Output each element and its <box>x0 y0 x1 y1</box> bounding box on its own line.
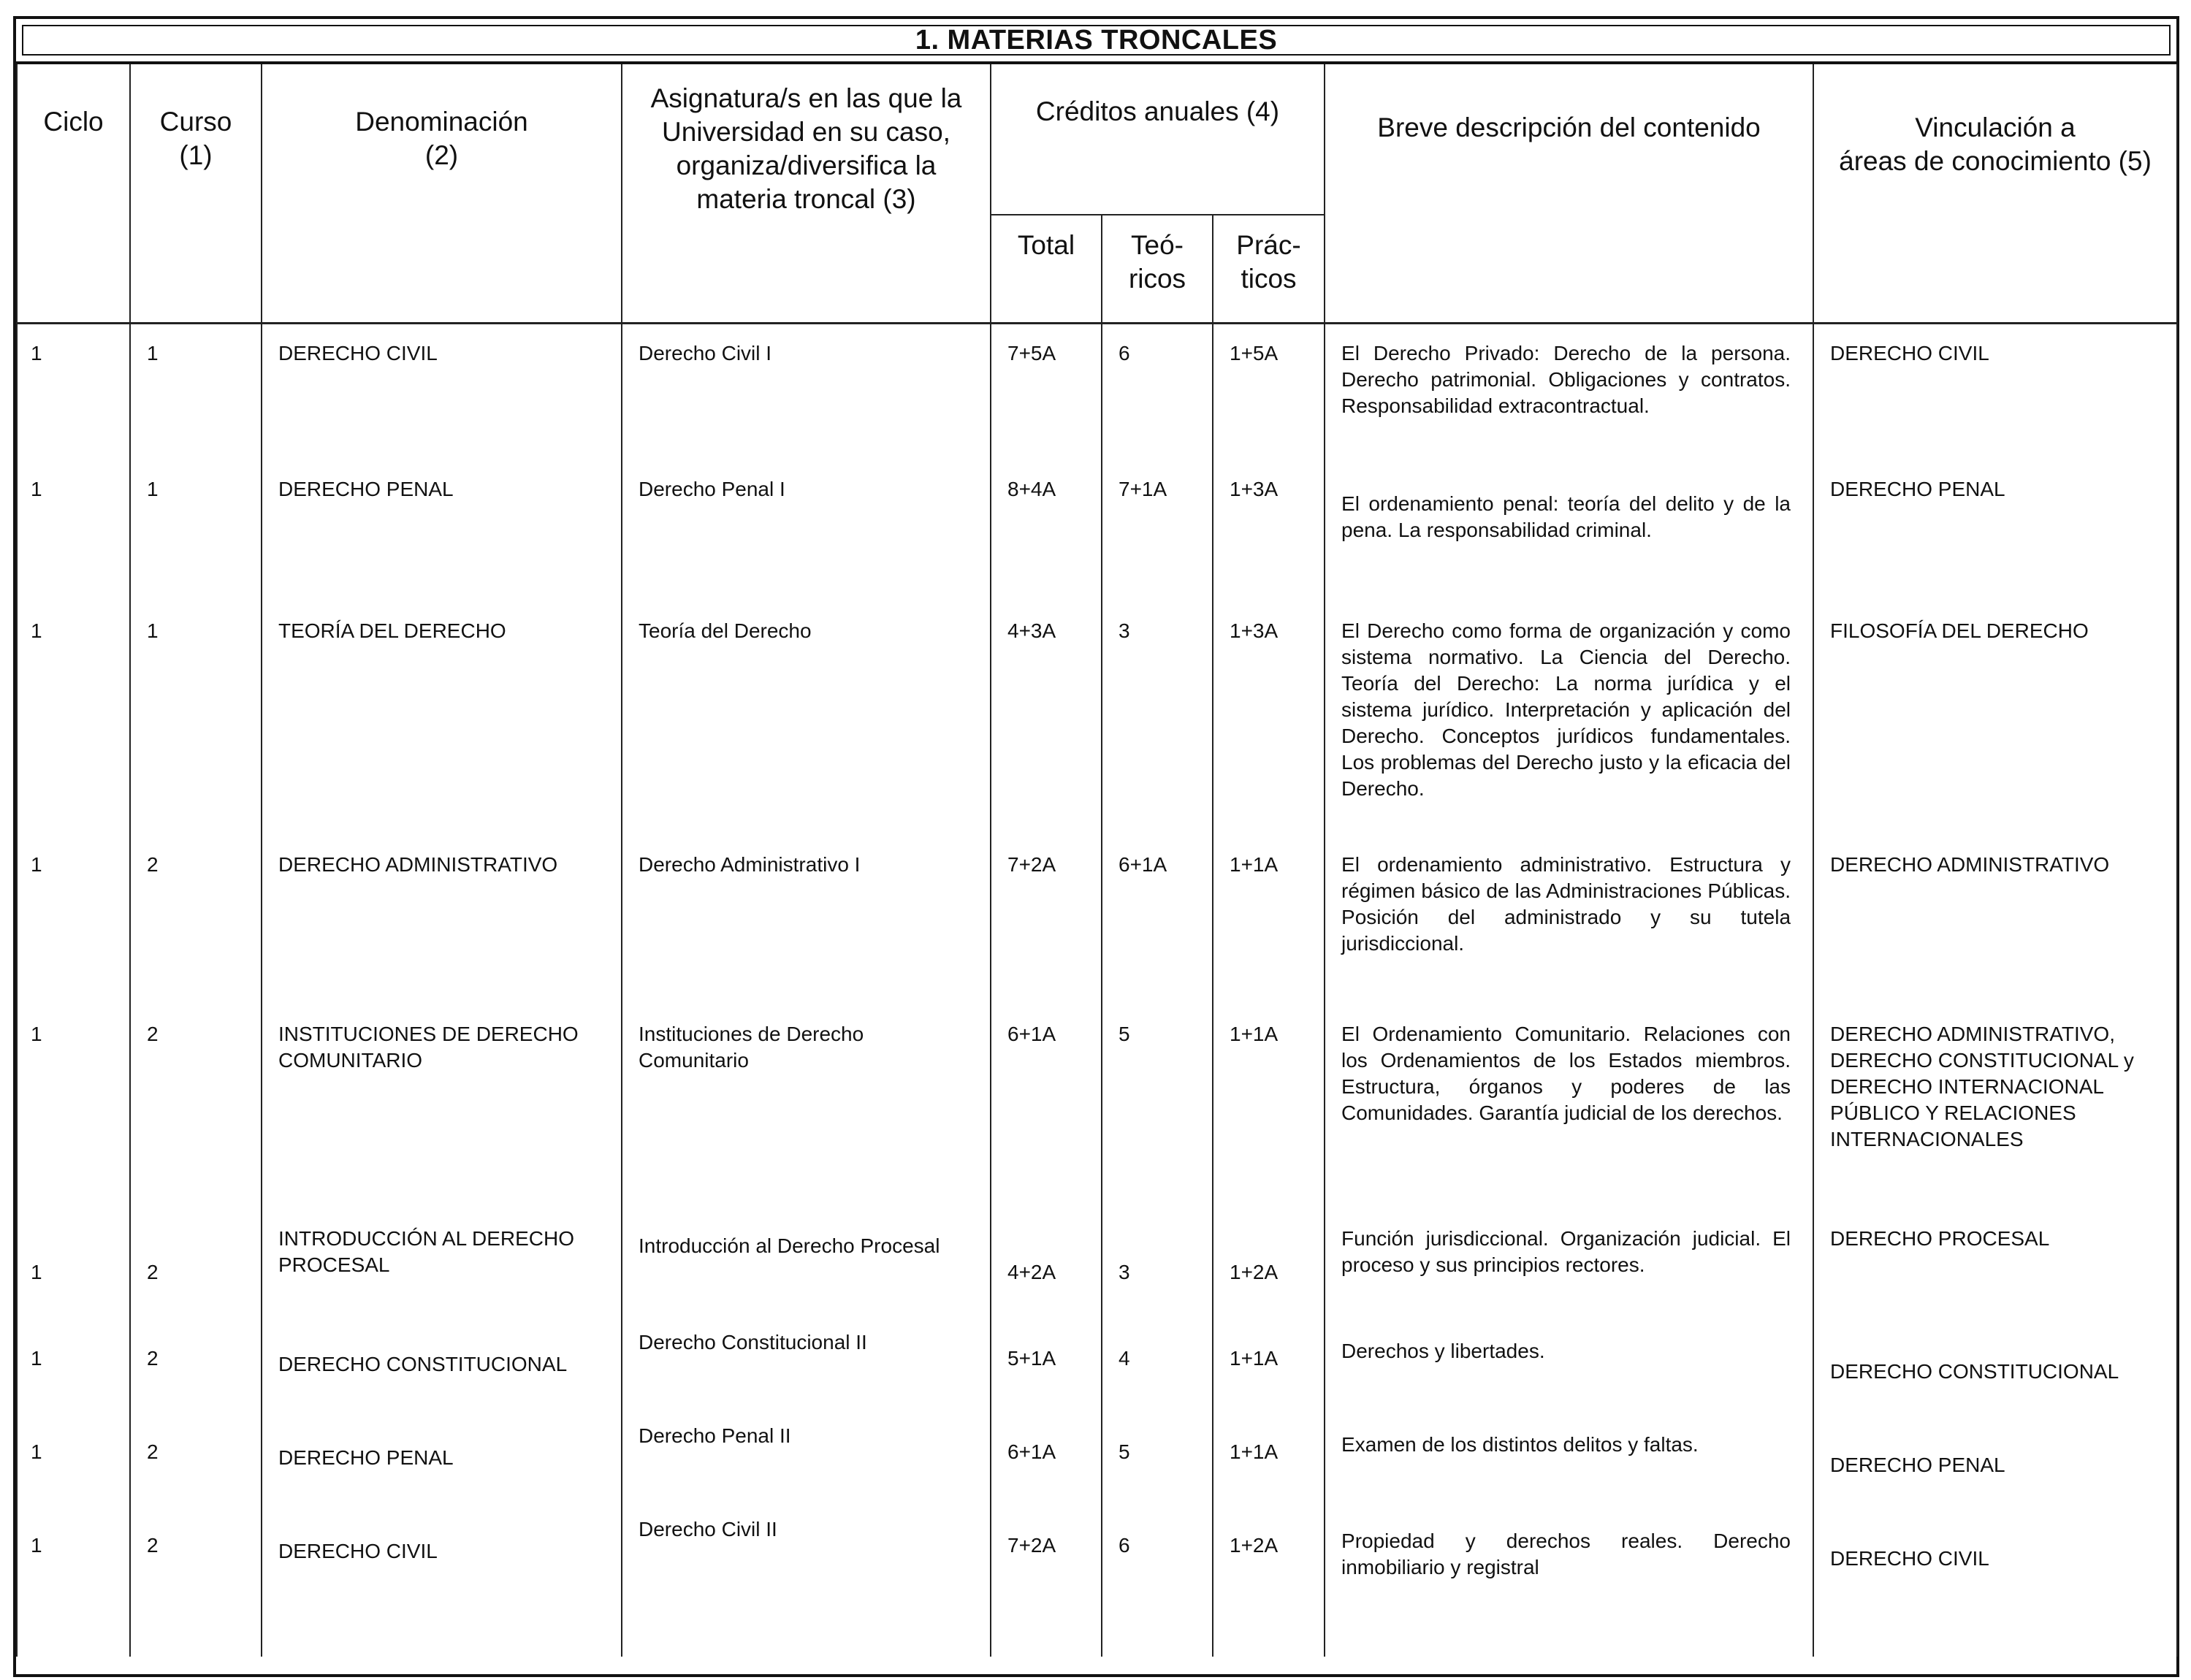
cell-vinculacion: DERECHO CONSTITUCIONAL <box>1813 1319 2177 1413</box>
cell-ciclo: 1 <box>17 608 130 841</box>
table-row <box>17 608 2177 841</box>
cell-ciclo: 1 <box>17 1506 130 1657</box>
cell-total: 7+5A <box>991 323 1102 466</box>
cell-asignatura: Introducción al Derecho Procesal <box>622 1215 991 1319</box>
cell-vinculacion: DERECHO PENAL <box>1813 1413 2177 1506</box>
cell-descripcion: El Derecho Privado: Derecho de la persona. Derecho patrimonial. Obligaciones y contratos. Responsabilidad extracontractual. <box>1325 323 1813 466</box>
cell-curso: 1 <box>130 323 262 466</box>
cell-asignatura: Instituciones de Derecho Comunitario <box>622 1011 991 1215</box>
cell-denominacion: INTRODUCCIÓN AL DERECHO PROCESAL <box>262 1215 622 1319</box>
header-total: Total <box>991 215 1102 323</box>
cell-denominacion: DERECHO PENAL <box>262 1413 622 1506</box>
cell-curso: 2 <box>130 1319 262 1413</box>
troncales-table <box>16 64 2178 1657</box>
cell-curso: 2 <box>130 841 262 1011</box>
cell-vinculacion: DERECHO PENAL <box>1813 466 2177 608</box>
cell-asignatura: Teoría del Derecho <box>622 608 991 841</box>
cell-ciclo: 1 <box>17 466 130 608</box>
table-body <box>17 323 2177 1657</box>
cell-vinculacion: DERECHO ADMINISTRATIVO, DERECHO CONSTITUCIONAL y DERECHO INTERNACIONAL PÚBLICO Y RELACIONES INTERNACIONALES <box>1813 1011 2177 1215</box>
cell-descripcion: El ordenamiento penal: teoría del delito y de la pena. La responsabilidad criminal. <box>1325 466 1813 608</box>
table-row <box>17 1011 2177 1215</box>
cell-denominacion: DERECHO PENAL <box>262 466 622 608</box>
header-vinculacion: Vinculación a áreas de conocimiento (5) <box>1813 64 2177 323</box>
cell-teoricos: 6 <box>1102 1506 1213 1657</box>
title-text: 1. MATERIAS TRONCALES <box>915 24 1278 56</box>
cell-practicos: 1+3A <box>1213 608 1325 841</box>
cell-descripcion: El Derecho como forma de organización y como sistema normativo. La Ciencia del Derecho. Teoría del Derecho: La norma jurídica y el sistema jurídico. Interpretación y aplicación del Derecho. Conceptos jurídicos fundamentales. Los problemas del Derecho justo y la eficacia del Derecho. <box>1325 608 1813 841</box>
cell-practicos: 1+1A <box>1213 1319 1325 1413</box>
cell-vinculacion: DERECHO PROCESAL <box>1813 1215 2177 1319</box>
cell-practicos: 1+1A <box>1213 1413 1325 1506</box>
cell-practicos: 1+3A <box>1213 466 1325 608</box>
cell-teoricos: 5 <box>1102 1413 1213 1506</box>
cell-asignatura: Derecho Penal II <box>622 1413 991 1506</box>
cell-ciclo: 1 <box>17 1215 130 1319</box>
cell-practicos: 1+1A <box>1213 841 1325 1011</box>
cell-curso: 2 <box>130 1215 262 1319</box>
header-asignatura: Asignatura/s en las que la Universidad en su caso, organiza/diversifica la materia troncal (3) <box>622 64 991 323</box>
cell-asignatura: Derecho Civil II <box>622 1506 991 1657</box>
cell-total: 8+4A <box>991 466 1102 608</box>
cell-asignatura: Derecho Administrativo I <box>622 841 991 1011</box>
cell-total: 6+1A <box>991 1413 1102 1506</box>
cell-denominacion: DERECHO CONSTITUCIONAL <box>262 1319 622 1413</box>
cell-teoricos: 4 <box>1102 1319 1213 1413</box>
header-creditos: Créditos anuales (4) <box>991 64 1325 215</box>
cell-ciclo: 1 <box>17 323 130 466</box>
cell-total: 7+2A <box>991 1506 1102 1657</box>
cell-practicos: 1+1A <box>1213 1011 1325 1215</box>
table-row <box>17 841 2177 1011</box>
cell-practicos: 1+5A <box>1213 323 1325 466</box>
table-header <box>17 64 2177 323</box>
cell-denominacion: INSTITUCIONES DE DERECHO COMUNITARIO <box>262 1011 622 1215</box>
cell-vinculacion: DERECHO CIVIL <box>1813 1506 2177 1657</box>
cell-ciclo: 1 <box>17 1011 130 1215</box>
cell-curso: 2 <box>130 1413 262 1506</box>
cell-denominacion: DERECHO CIVIL <box>262 1506 622 1657</box>
header-ciclo: Ciclo <box>17 64 130 323</box>
header-denominacion: Denominación (2) <box>262 64 622 323</box>
cell-practicos: 1+2A <box>1213 1506 1325 1657</box>
cell-total: 7+2A <box>991 841 1102 1011</box>
cell-total: 5+1A <box>991 1319 1102 1413</box>
cell-vinculacion: DERECHO CIVIL <box>1813 323 2177 466</box>
cell-descripcion: Examen de los distintos delitos y faltas. <box>1325 1413 1813 1506</box>
cell-vinculacion: FILOSOFÍA DEL DERECHO <box>1813 608 2177 841</box>
cell-asignatura: Derecho Constitucional II <box>622 1319 991 1413</box>
header-curso: Curso (1) <box>130 64 262 323</box>
table-row <box>17 1413 2177 1506</box>
cell-curso: 1 <box>130 608 262 841</box>
cell-denominacion: TEORÍA DEL DERECHO <box>262 608 622 841</box>
cell-teoricos: 3 <box>1102 1215 1213 1319</box>
cell-curso: 1 <box>130 466 262 608</box>
header-teoricos: Teó- ricos <box>1102 215 1213 323</box>
cell-teoricos: 7+1A <box>1102 466 1213 608</box>
cell-ciclo: 1 <box>17 1319 130 1413</box>
cell-ciclo: 1 <box>17 1413 130 1506</box>
cell-asignatura: Derecho Civil I <box>622 323 991 466</box>
cell-vinculacion: DERECHO ADMINISTRATIVO <box>1813 841 2177 1011</box>
cell-curso: 2 <box>130 1011 262 1215</box>
table-row <box>17 466 2177 608</box>
table-row <box>17 1215 2177 1319</box>
cell-total: 6+1A <box>991 1011 1102 1215</box>
cell-denominacion: DERECHO CIVIL <box>262 323 622 466</box>
cell-teoricos: 6+1A <box>1102 841 1213 1011</box>
cell-descripcion: Propiedad y derechos reales. Derecho inmobiliario y registral <box>1325 1506 1813 1657</box>
cell-ciclo: 1 <box>17 841 130 1011</box>
cell-descripcion: Derechos y libertades. <box>1325 1319 1813 1413</box>
table-row <box>17 1319 2177 1413</box>
table-row <box>17 1506 2177 1657</box>
cell-total: 4+2A <box>991 1215 1102 1319</box>
table-title <box>16 19 2176 64</box>
header-practicos: Prác- ticos <box>1213 215 1325 323</box>
cell-descripcion: El ordenamiento administrativo. Estructura y régimen básico de las Administraciones Públicas. Posición del administrado y su tutela jurisdiccional. <box>1325 841 1813 1011</box>
cell-total: 4+3A <box>991 608 1102 841</box>
cell-curso: 2 <box>130 1506 262 1657</box>
cell-teoricos: 5 <box>1102 1011 1213 1215</box>
document-sheet <box>13 16 2179 1677</box>
cell-asignatura: Derecho Penal I <box>622 466 991 608</box>
cell-denominacion: DERECHO ADMINISTRATIVO <box>262 841 622 1011</box>
cell-practicos: 1+2A <box>1213 1215 1325 1319</box>
cell-teoricos: 6 <box>1102 323 1213 466</box>
cell-descripcion: Función jurisdiccional. Organización judicial. El proceso y sus principios rectores. <box>1325 1215 1813 1319</box>
cell-teoricos: 3 <box>1102 608 1213 841</box>
header-descripcion: Breve descripción del contenido <box>1325 64 1813 323</box>
table-row <box>17 323 2177 466</box>
cell-descripcion: El Ordenamiento Comunitario. Relaciones con los Ordenamientos de los Estados miembros. Estructura, órganos y poderes de las Comunidades. Garantía judicial de los derechos. <box>1325 1011 1813 1215</box>
